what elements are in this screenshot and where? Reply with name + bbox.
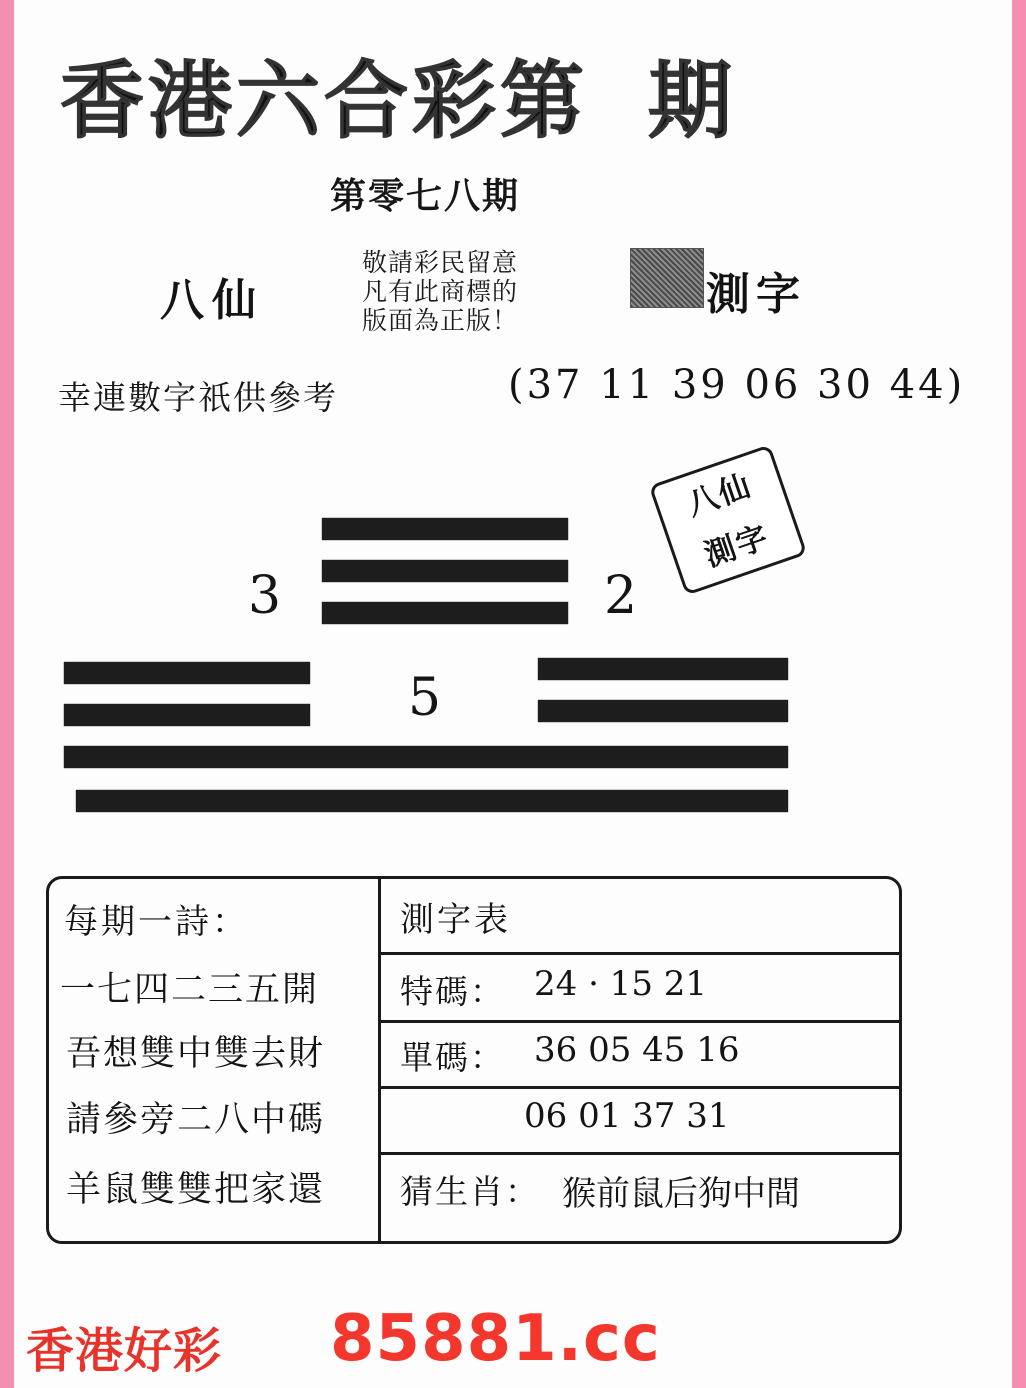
cezi-row-label: 特碼： <box>400 972 505 1011</box>
tag-line-2: 測字 <box>700 518 775 575</box>
table-vertical-divider <box>378 876 381 1244</box>
hexagram-bar <box>64 746 788 768</box>
poem-line: 吾想雙中雙去財 <box>66 1034 326 1074</box>
page-edge-left <box>0 0 14 1388</box>
cezi-heading: 測字 <box>706 269 806 320</box>
hexagram-bar <box>322 602 568 624</box>
hexagram-number-left: 3 <box>248 566 282 626</box>
hexagram-bar <box>76 790 788 812</box>
notice-line-2: 凡有此商標的 <box>362 277 519 306</box>
hexagram-bar <box>538 658 788 680</box>
table-row-divider <box>380 1152 902 1155</box>
hexagram-number-center: 5 <box>408 668 442 728</box>
cezi-row-label: 單碼： <box>400 1038 505 1077</box>
footer-brand: 香港好彩 <box>26 1323 223 1379</box>
cezi-table-title: 測字表 <box>400 900 511 940</box>
footer-site: 85881.cc <box>330 1302 661 1376</box>
title-main: 香港六合彩第 <box>60 51 589 150</box>
page-title <box>60 34 960 155</box>
cezi-row-values: 36 05 45 16 <box>534 1030 740 1070</box>
poem-line: 一七四二三五開 <box>60 970 320 1010</box>
cezi-row-values: 06 01 37 31 <box>524 1096 730 1136</box>
title-suffix: 期 <box>648 51 737 150</box>
table-row-divider <box>380 952 902 955</box>
section-label: 八仙 <box>160 275 264 326</box>
cezi-row-values: 24 · 15 21 <box>534 964 708 1004</box>
hexagram-bar <box>322 560 568 582</box>
tag-line-1: 八仙 <box>682 467 757 524</box>
hexagram-bar <box>322 518 568 540</box>
issue-number: 第零七八期 <box>330 175 521 217</box>
lucky-numbers: (37 11 39 06 30 44) <box>508 362 966 408</box>
cezi-row-label: 猜生肖： <box>400 1172 540 1211</box>
hexagram-number-right: 2 <box>604 566 638 626</box>
table-row-divider <box>380 1020 902 1023</box>
trademark-stamp-icon <box>630 248 704 308</box>
baxian-cezi-tag <box>649 444 808 595</box>
page-edge-right <box>1012 0 1026 1388</box>
notice-line-3: 版面為正版！ <box>362 306 519 335</box>
poem-title: 每期一詩： <box>64 902 249 942</box>
lucky-number-label: 幸連數字祇供參考 <box>58 378 338 417</box>
hexagram-bar <box>64 704 310 726</box>
table-row-divider <box>380 1086 902 1089</box>
poem-line: 請參旁二八中碼 <box>66 1100 326 1140</box>
notice-line-1: 敬請彩民留意 <box>362 248 519 277</box>
hexagram-bar <box>64 662 310 684</box>
cezi-row-values: 猴前鼠后狗中間 <box>562 1174 800 1214</box>
notice-text <box>362 248 518 335</box>
poem-line: 羊鼠雙雙把家還 <box>66 1170 326 1210</box>
hexagram-bar <box>538 700 788 722</box>
